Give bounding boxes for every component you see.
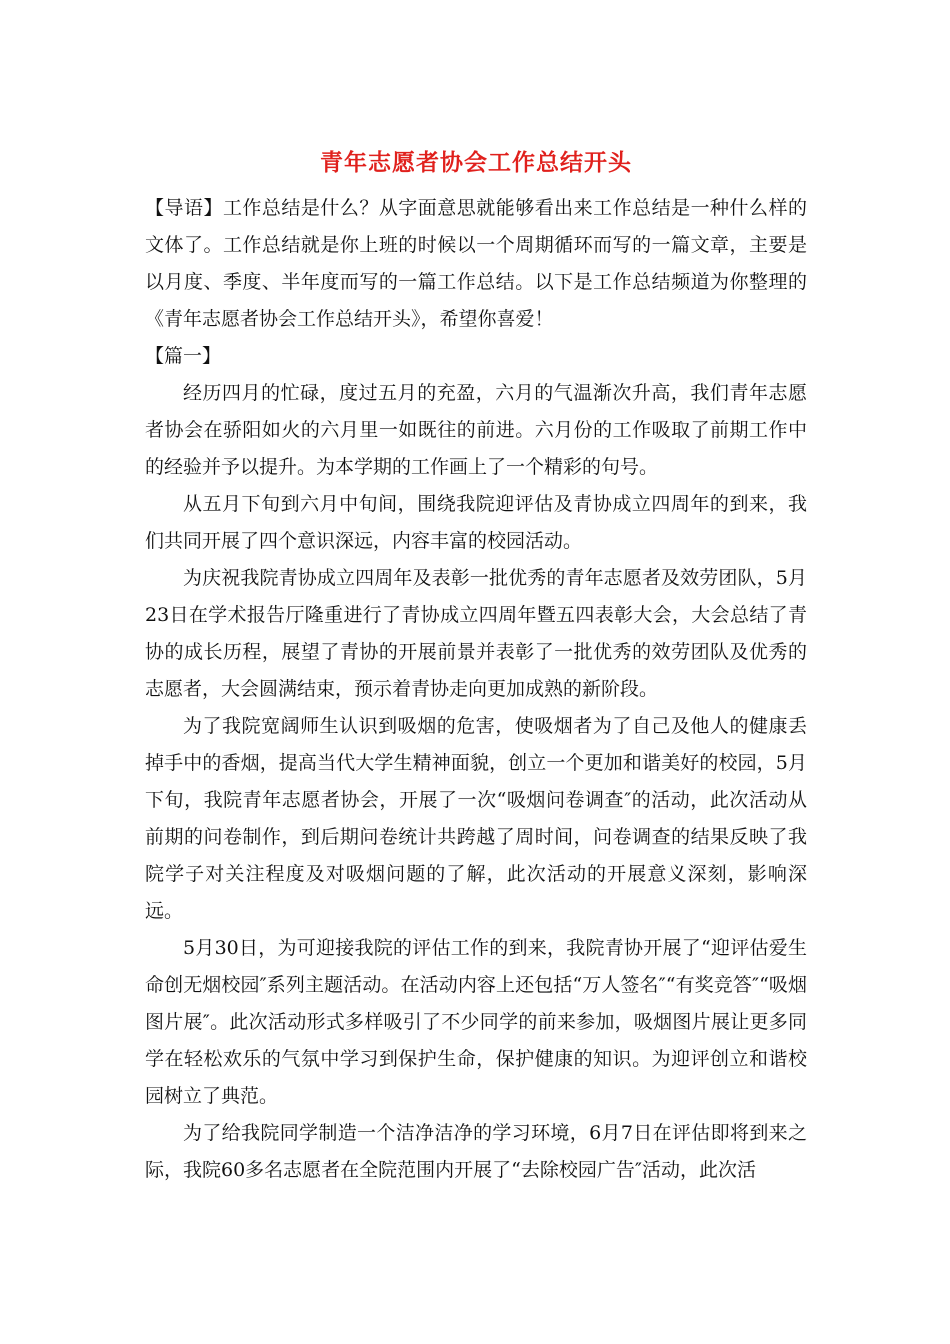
body-paragraph-3: 为庆祝我院青协成立四周年及表彰一批优秀的青年志愿者及效劳团队，5月23日在学术报告厅隆重进行了青协成立四周年暨五四表彰大会，大会总结了青协的成长历程，展望了青协的开展前景并表彰了一批优秀的效劳团队及优秀的志愿者，大会圆满结束，预示着青协走向更加成熟的新阶段。 bbox=[145, 567, 807, 700]
intro-paragraph: 【导语】工作总结是什么？从字面意思就能够看出来工作总结是一种什么样的文体了。工作总结就是你上班的时候以一个周期循环而写的一篇文章，主要是以月度、季度、半年度而写的一篇工作总结。以下是工作总结频道为你整理的《青年志愿者协会工作总结开头》，希望你喜爱！ bbox=[145, 197, 807, 330]
section-label: 【篇一】 bbox=[145, 345, 222, 367]
body-paragraph-4: 为了我院宽阔师生认识到吸烟的危害，使吸烟者为了自己及他人的健康丢掉手中的香烟，提高当代大学生精神面貌，创立一个更加和谐美好的校园，5月下旬，我院青年志愿者协会，开展了一次“吸烟问卷调查″的活动，此次活动从前期的问卷制作，到后期问卷统计共跨越了周时间，问卷调查的结果反映了我院学子对关注程度及对吸烟问题的了解，此次活动的开展意义深刻，影响深远。 bbox=[145, 715, 807, 922]
body-paragraph-6: 为了给我院同学制造一个洁净洁净的学习环境，6月7日在评估即将到来之际，我院60多名志愿者在全院范围内开展了“去除校园广告″活动，此次活 bbox=[145, 1122, 807, 1181]
document-title: 青年志愿者协会工作总结开头 bbox=[320, 150, 632, 176]
body-paragraph-2: 从五月下旬到六月中旬间，围绕我院迎评估及青协成立四周年的到来，我们共同开展了四个意识深远，内容丰富的校园活动。 bbox=[145, 493, 807, 552]
body-paragraph-5: 5月30日，为可迎接我院的评估工作的到来，我院青协开展了“迎评估爱生命创无烟校园″系列主题活动。在活动内容上还包括“万人签名″“有奖竞答″“吸烟图片展″。此次活动形式多样吸引了不少同学的前来参加，吸烟图片展让更多同学在轻松欢乐的气氛中学习到保护生命，保护健康的知识。为迎评创立和谐校园树立了典范。 bbox=[145, 937, 807, 1107]
document-body bbox=[145, 140, 807, 1189]
body-paragraph-1: 经历四月的忙碌，度过五月的充盈，六月的气温渐次升高，我们青年志愿者协会在骄阳如火的六月里一如既往的前进。六月份的工作吸取了前期工作中的经验并予以提升。为本学期的工作画上了一个精彩的句号。 bbox=[145, 382, 807, 478]
